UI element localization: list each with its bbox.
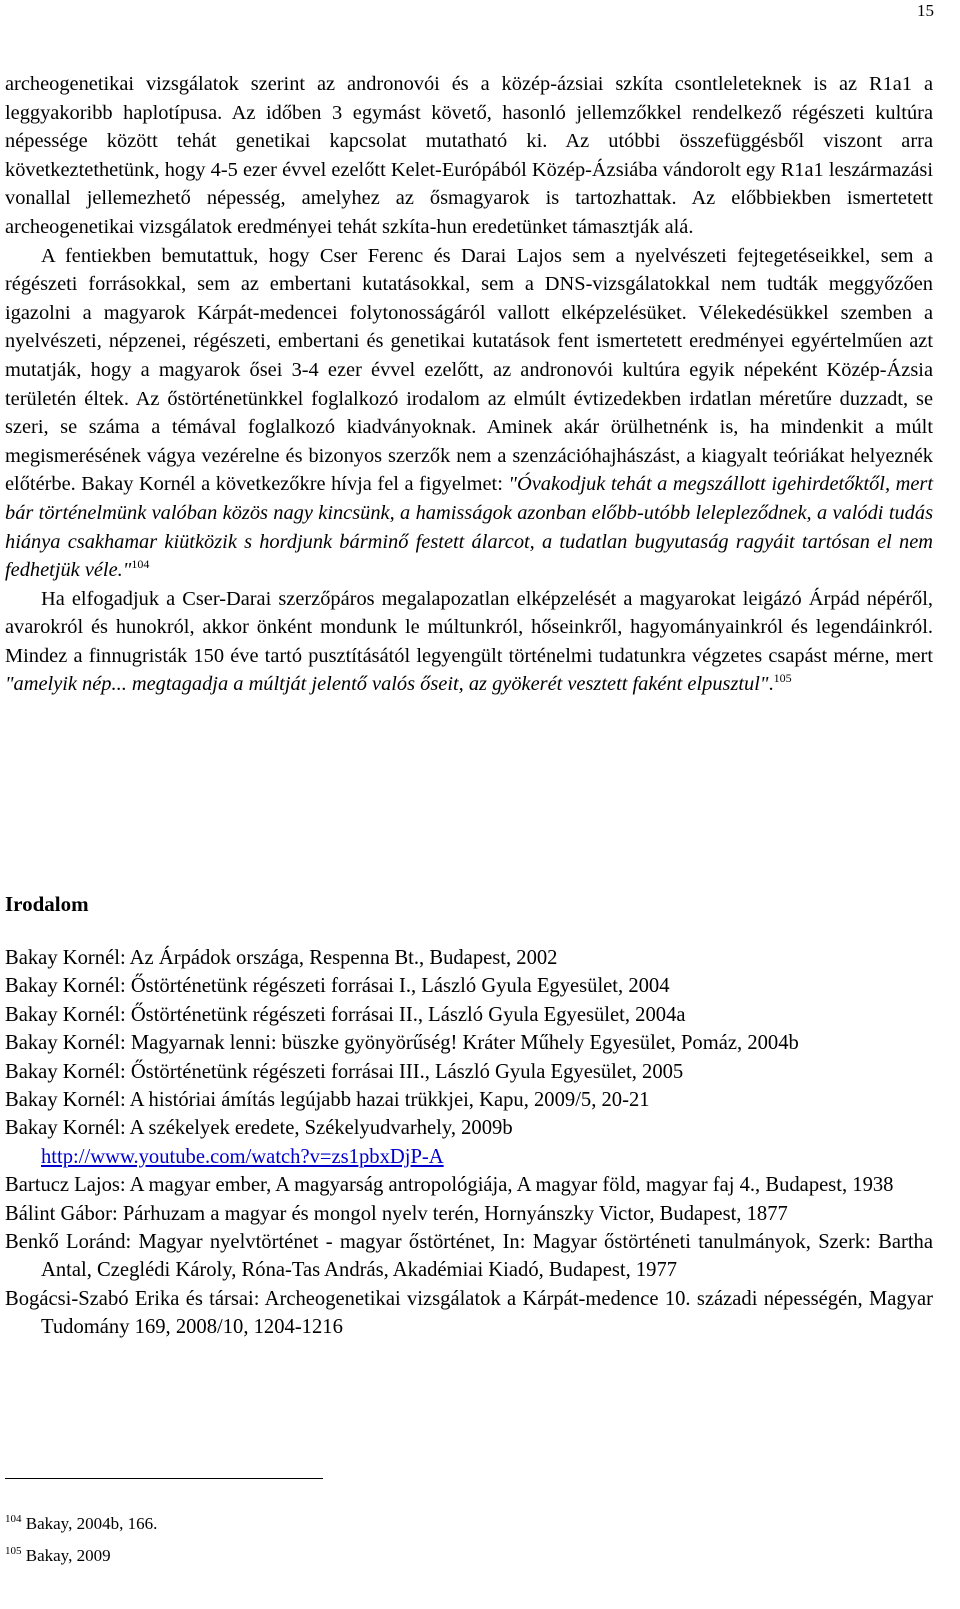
youtube-link[interactable]: http://www.youtube.com/watch?v=zs1pbxDjP-A xyxy=(41,1145,444,1168)
paragraph-text: Ha elfogadjuk a Cser-Darai szerzőpáros megalapozatlan elképzelését a magyarokat leigázó Árpád népéről, avarokról és hunokról, akkor önként mondunk le múltunkról, hőseinkről, hagyományainkról és legendáinkról. Mindez a finnugristák 150 éve tartó pusztításától legyengült történelmi tudatunkra végzetes csapást mérne, mert xyxy=(5,587,933,667)
bibliography-entry: Bartucz Lajos: A magyar ember, A magyarság antropológiája, A magyar föld, magyar faj 4., Budapest, 1938 xyxy=(5,1174,894,1197)
footnote-105 xyxy=(5,1540,157,1572)
bibliography-entry: Bakay Kornél: Őstörténetünk régészeti forrásai II., László Gyula Egyesület, 2004a xyxy=(5,1003,686,1026)
bibliography-entry-text: Bakay Kornél: A székelyek eredete, Székelyudvarhely, 2009b xyxy=(5,1117,513,1140)
footnotes xyxy=(5,1508,157,1572)
section-heading: Irodalom xyxy=(5,892,89,916)
bibliography-entry: Bakay Kornél: A históriai ámítás legújabb hazai trükkjei, Kapu, 2009/5, 20-21 xyxy=(5,1089,650,1112)
bibliography-entry: Bogácsi-Szabó Erika és társai: Archeogenetikai vizsgálatok a Kárpát-medence 10. századi népességén, Magyar Tudomány 169, 2008/10, 1204-1216 xyxy=(5,1287,933,1339)
bibliography-entry: Bakay Kornél: Magyarnak lenni: büszke gyönyörűség! Kráter Műhely Egyesület, Pomáz, 2004b xyxy=(5,1032,799,1055)
bibliography-entry: Bakay Kornél: Őstörténetünk régészeti forrásai I., László Gyula Egyesület, 2004 xyxy=(5,975,670,998)
paragraph-tail: . xyxy=(768,673,774,696)
body-text xyxy=(5,70,933,699)
footnote-104 xyxy=(5,1508,157,1540)
footnote-ref[interactable]: 104 xyxy=(131,557,150,572)
bibliography-entry: Benkő Loránd: Magyar nyelvtörténet - magyar őstörténet, In: Magyar őstörténeti tanulmányok, Szerk: Bartha Antal, Czeglédi Károly, Róna-Tas András, Akadémiai Kiadó, Budapest, 1977 xyxy=(5,1231,933,1282)
bibliography-entry-with-link xyxy=(5,1114,933,1171)
footnote-ref[interactable]: 105 xyxy=(773,671,792,686)
quotation: "Óvakodjuk tehát a megszállott igehirdetőktől, mert bár történelmünk valóban közös nagy kincsünk, a hamisságok azonban előbb-utóbb lelepleződnek, a valódi tudás hiánya csakhamar kiütközik s hordjunk bárminő festett álarcot, a tudatlan bugyutaság ragyáit tartósan el nem fedhetjük véle." xyxy=(5,473,933,582)
footnote-text: Bakay, 2009 xyxy=(25,1546,111,1565)
bibliography-entry: Bálint Gábor: Párhuzam a magyar és mongol nyelv terén, Hornyánszky Victor, Budapest, 1877 xyxy=(5,1202,788,1225)
bibliography-entry: Bakay Kornél: Őstörténetünk régészeti forrásai III., László Gyula Egyesület, 2005 xyxy=(5,1060,684,1083)
bibliography-list xyxy=(5,944,933,1342)
footnote-number: 104 xyxy=(5,1513,22,1525)
footnote-text: Bakay, 2004b, 166. xyxy=(25,1514,158,1533)
paragraph-2 xyxy=(5,242,933,585)
page-number: 15 xyxy=(917,1,934,20)
paragraph-text: archeogenetikai vizsgálatok szerint az andronovói és a közép-ázsiai szkíta csontleleteknek is az R1a1 a leggyakoribb haplotípusa. Az időben 3 egymást követő, hasonló jellemzőkkel rendelkező régészeti kultúra népessége között tehát genetikai kapcsolat mutatható ki. Az utóbbi összefüggésből viszont arra következtethetünk, hogy 4-5 ezer évvel ezelőtt Kelet-Európából Közép-Ázsiába vándorolt egy R1a1 leszármazási vonallal jellemezhető népesség, amelyhez az ősmagyarok is tartozhattak. Az előbbiekben ismertetett archeogenetikai vizsgálatok eredményei tehát szkíta-hun eredetünket támasztják alá. xyxy=(5,73,933,238)
quotation: "amelyik nép... megtagadja a múltját jelentő valós őseit, az gyökerét vesztett faként elpusztul" xyxy=(5,673,769,696)
footnote-separator xyxy=(5,1478,323,1479)
paragraph-text: A fentiekben bemutattuk, hogy Cser Ferenc és Darai Lajos sem a nyelvészeti fejtegetéseikkel, sem a régészeti forrásokkal, sem az embertani kutatásokkal, sem a DNS-vizsgálatokkal nem tudták meggyőzően igazolni a magyarok Kárpát-medencei folytonosságáról vallott elképzelésüket. Vélekedésükkel szemben a nyelvészeti, népzenei, régészeti, embertani és genetikai kutatások fent ismertetett eredményei egyértelműen azt mutatják, hogy a magyarok ősei 3-4 ezer évvel ezelőtt, az andronovói kultúra egyik népeként Közép-Ázsia területén éltek. Az őstörténetünkkel foglalkozó irodalom az elmúlt évtizedekben irdatlan méretűre duzzadt, se szeri, se száma a témával foglalkozó kiadványoknak. Aminek akár örülhetnénk is, ha mindenkit a múlt megismerésének vágya vezérelne és bizonyos szerzők nem a szenzációhajhászást, a kiagyalt teóriákat helyeznék előtérbe. Bakay Kornél a következőkre hívja fel a figyelmet: xyxy=(5,244,933,496)
footnote-number: 105 xyxy=(5,1545,22,1557)
bibliography-entry: Bakay Kornél: Az Árpádok országa, Respenna Bt., Budapest, 2002 xyxy=(5,947,558,969)
paragraph-1 xyxy=(5,70,933,242)
paragraph-3 xyxy=(5,585,933,699)
